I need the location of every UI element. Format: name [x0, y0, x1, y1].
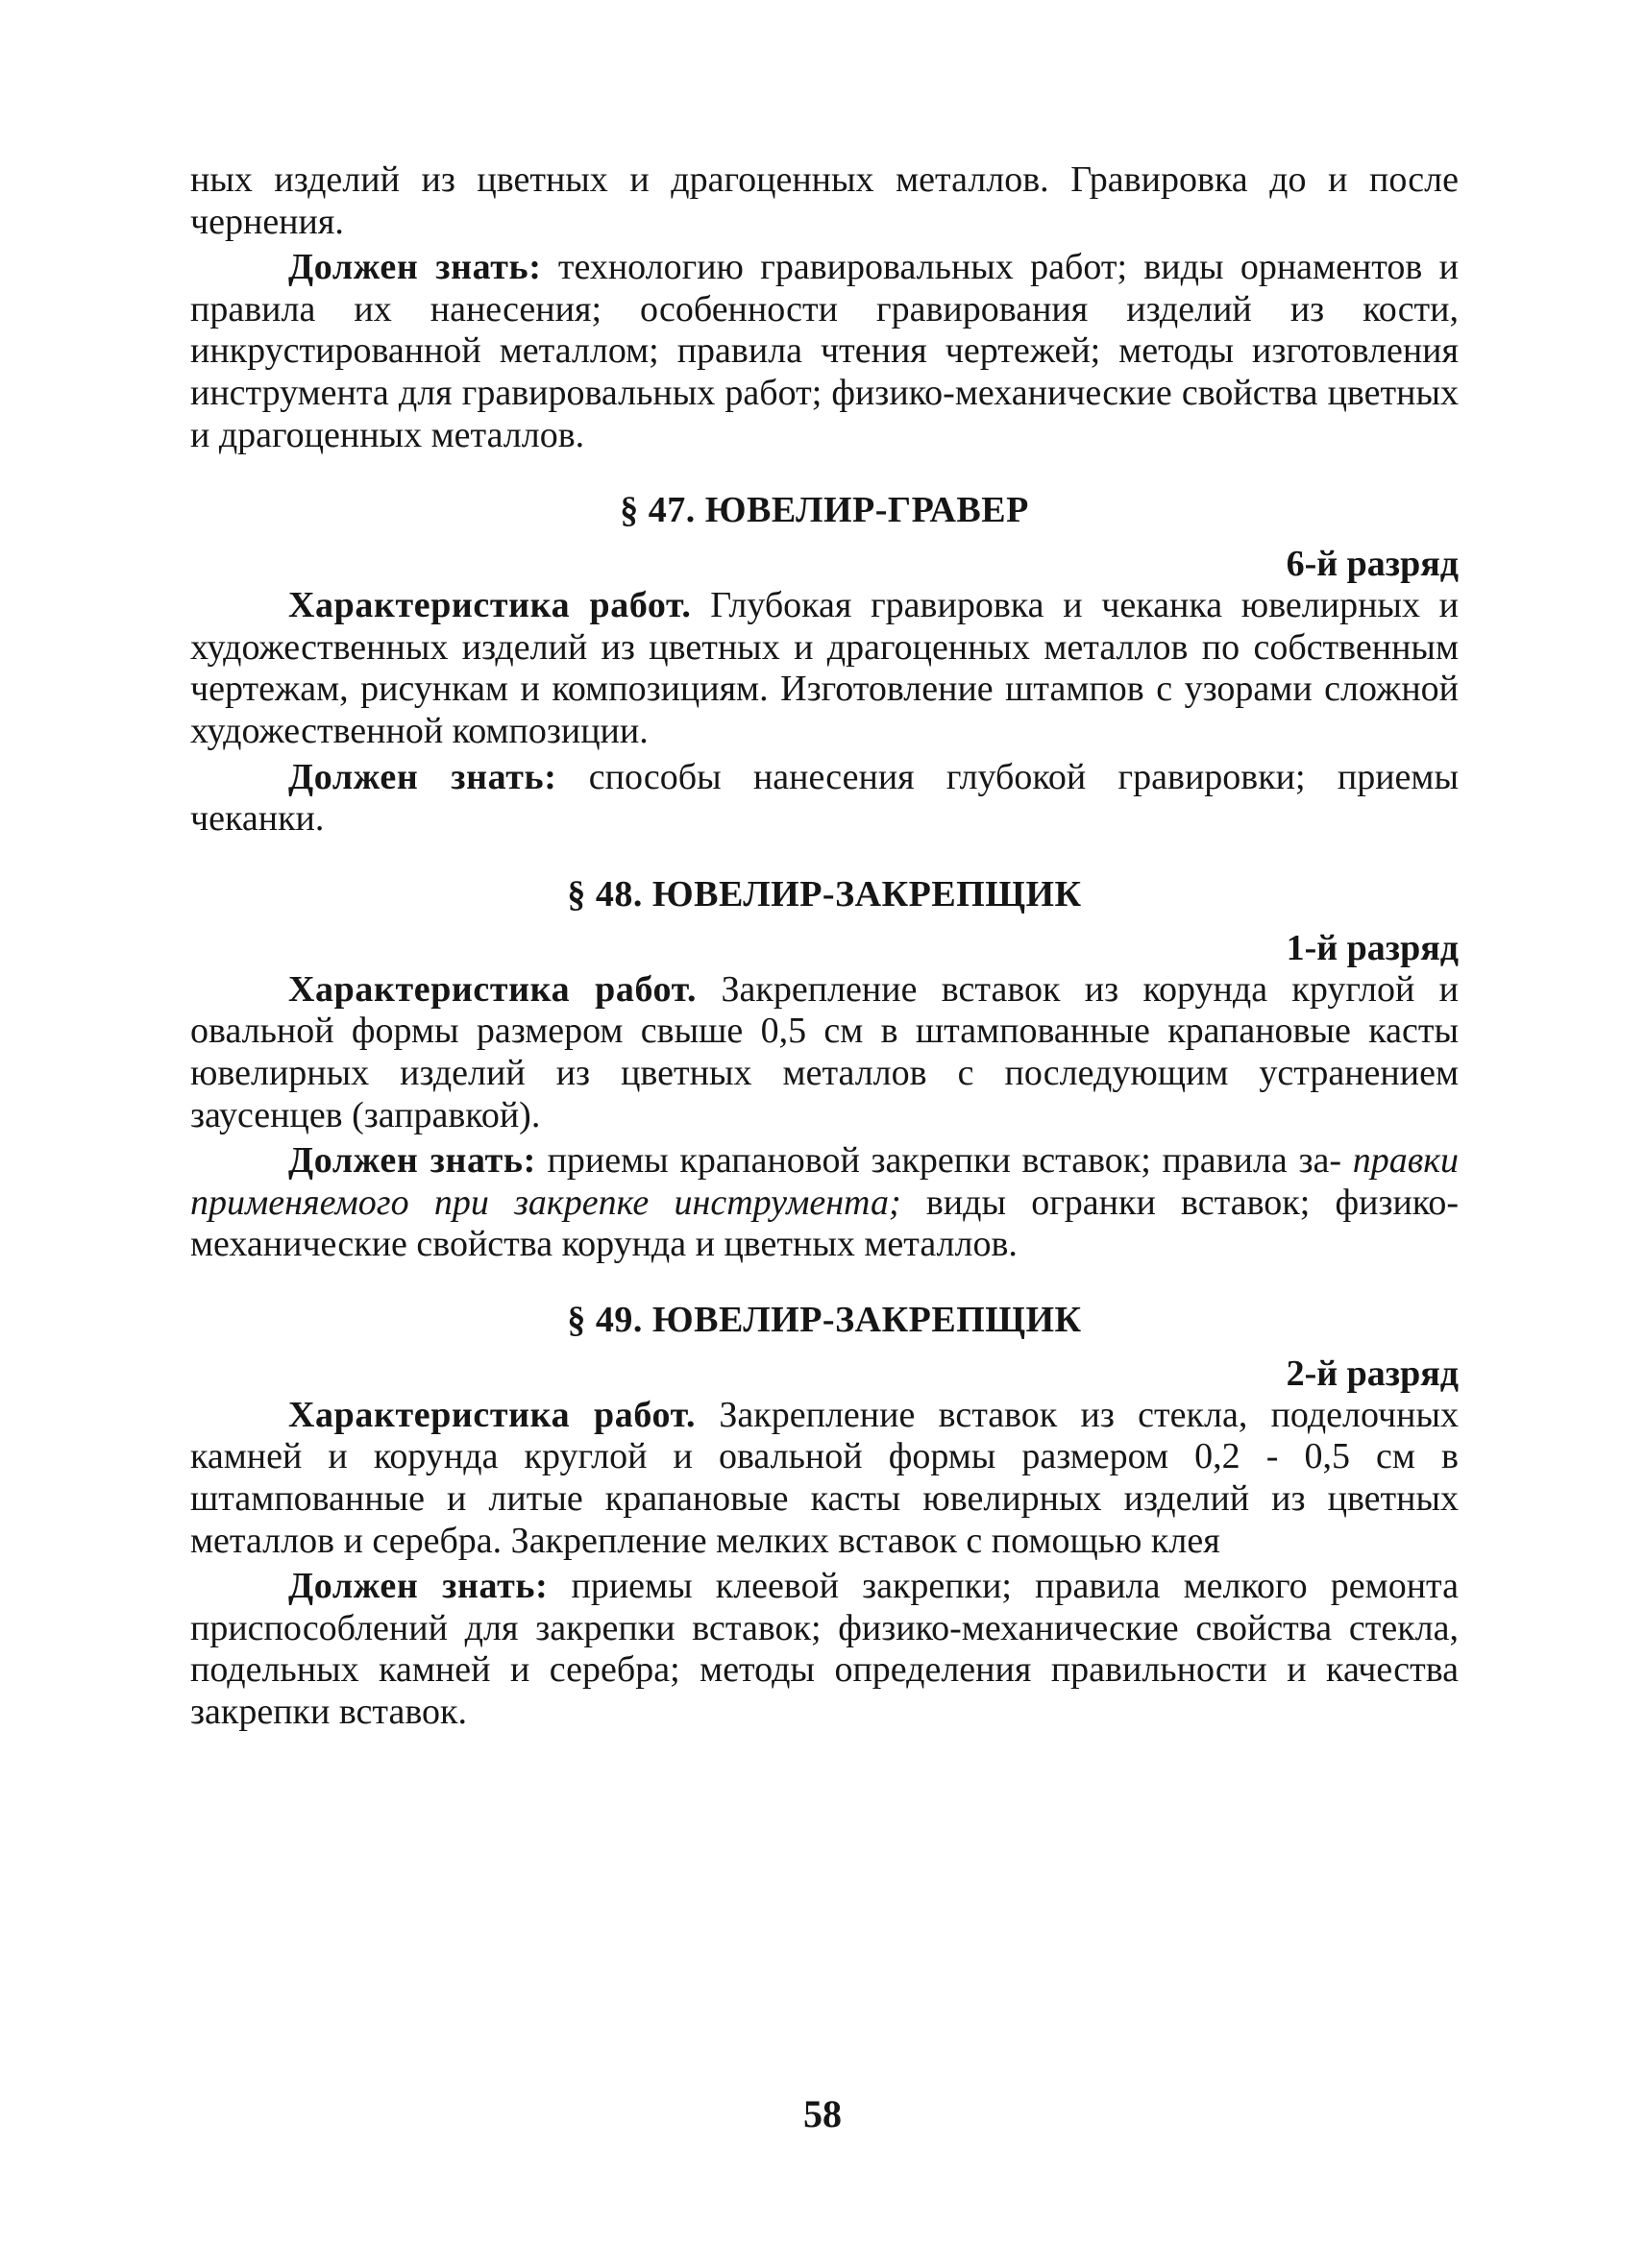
must-know-text-a: приемы крапановой закрепки вставок; правила за-	[547, 1140, 1342, 1182]
must-know-text: технологию гравировальных работ; виды орнаментов и правила их нанесения; особенности гравирования изделий из кости, инкрустированной металлом; правила чтения чертежей; методы изготовления инструмента для гравировальных работ; физико-механические свойства цветных и драгоценных металлов.	[190, 247, 1459, 455]
page-number: 58	[803, 2092, 842, 2135]
must-know-lead: Должен знать:	[288, 756, 557, 797]
must-know-text: способы нанесения глубокой гравировки; приемы чеканки.	[190, 756, 1459, 840]
work-text: Глубокая гравировка и чеканка ювелирных и художественных изделий из цветных и драгоценных металлов по собственным чертежам, рисункам и композициям. Изготовление штампов с узорами сложной художественной композиции.	[190, 585, 1459, 751]
section-title: § 47. ЮВЕЛИР-ГРАВЕР	[620, 490, 1029, 531]
document-page	[190, 159, 1459, 1734]
must-know	[190, 1140, 1459, 1266]
section-title: § 48. ЮВЕЛИР-ЗАКРЕПЩИК	[567, 873, 1082, 915]
work-text: Закрепление вставок из корунда круглой и овальной формы размером свыше 0,5 см в штампованные крапановые касты ювелирных изделий из цветных металлов с последующим устранением заусенцев (заправкой).	[190, 968, 1459, 1135]
intro-must-know	[190, 247, 1459, 456]
work-lead: Характеристика работ.	[288, 1394, 697, 1435]
must-know-lead: Должен знать:	[288, 1566, 549, 1607]
grade-label: 2-й разряд	[1286, 1353, 1459, 1394]
must-know-text: приемы клеевой закрепки; правила мелкого ремонта приспособлений для закрепки вставок; физико-механические свойства стекла, подельных камней и серебра; методы определения правильности и качества закрепки вставок.	[190, 1566, 1459, 1733]
section-47	[190, 489, 1459, 841]
must-know	[190, 757, 1459, 841]
work-lead: Характеристика работ.	[288, 585, 692, 626]
grade-label: 6-й разряд	[1286, 544, 1459, 585]
must-know	[190, 1566, 1459, 1733]
section-49	[190, 1299, 1459, 1734]
must-know-text-b: виды огранки вставок; физико-механические свойства корунда и цветных металлов.	[190, 1182, 1459, 1265]
work-characteristics	[190, 1395, 1459, 1562]
must-know-text-italic: правки применяемого при закрепке инструмента;	[190, 1140, 1459, 1223]
work-lead: Характеристика работ.	[288, 968, 698, 1010]
work-characteristics	[190, 969, 1459, 1136]
must-know-lead: Должен знать:	[288, 247, 542, 288]
must-know-lead: Должен знать:	[288, 1140, 536, 1182]
grade-label: 1-й разряд	[1286, 927, 1459, 968]
section-title: § 49. ЮВЕЛИР-ЗАКРЕПЩИК	[567, 1299, 1082, 1340]
section-48	[190, 873, 1459, 1266]
work-characteristics	[190, 585, 1459, 752]
work-text: Закрепление вставок из стекла, поделочных камней и корунда круглой и овальной формы размером 0,2 - 0,5 см в штампованные и литые крапановые касты ювелирных изделий из цветных металлов и серебра. Закрепление мелких вставок с помощью клея	[190, 1394, 1459, 1561]
intro-paragraph: ных изделий из цветных и драгоценных металлов. Гравировка до и после чернения.	[190, 159, 1459, 242]
